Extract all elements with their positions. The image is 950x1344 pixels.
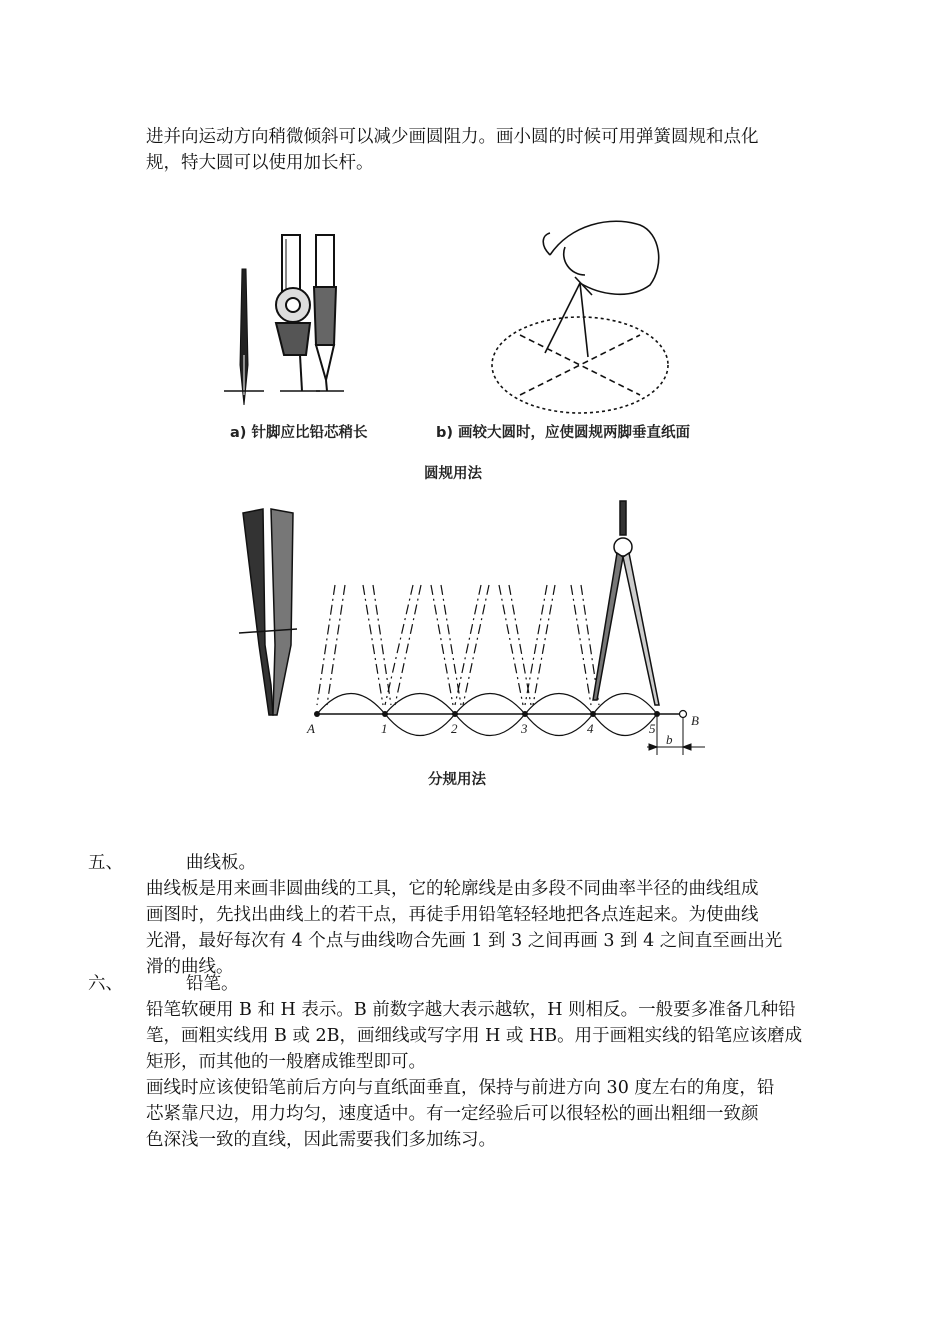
point-label-a: A xyxy=(307,721,315,736)
point-label-b-upper: B xyxy=(691,713,699,728)
compass-figure xyxy=(220,205,720,445)
point-label-3: 3 xyxy=(521,721,528,736)
intro-line-2: 规，特大圆可以使用加长杆。 xyxy=(146,153,374,173)
pencil-leg-icon xyxy=(314,235,344,391)
dimension-label-b: b xyxy=(666,732,673,747)
section6-line-4: 画线时应该使铅笔前后方向与直纸面垂直，保持与前进方向 30 度左右的角度，铅 xyxy=(146,1078,775,1098)
divider-icon xyxy=(593,501,659,705)
divider-figure-title: 分规用法 xyxy=(428,772,486,788)
point-label-2: 2 xyxy=(451,721,458,736)
section6-title: 铅笔。 xyxy=(186,974,239,994)
closed-divider-icon xyxy=(239,509,297,715)
compass-leg-icon xyxy=(276,235,320,391)
section6-number: 六、 xyxy=(88,974,123,994)
section6-line-6: 色深浅一致的直线，因此需要我们多加练习。 xyxy=(146,1130,496,1150)
divider-figure xyxy=(235,495,715,755)
compass-figure-title: 圆规用法 xyxy=(424,466,482,482)
section5-line-3: 光滑，最好每次有 4 个点与曲线吻合先画 1 到 3 之间再画 3 到 4 之间直至画出光 xyxy=(146,931,783,951)
caption-a: a) 针脚应比铅芯稍长 xyxy=(230,425,368,441)
section5-number: 五、 xyxy=(88,853,123,873)
point-label-1: 1 xyxy=(381,721,388,736)
intro-line-1: 进并向运动方向稍微倾斜可以减少画圆阻力。画小圆的时候可用弹簧圆规和点化 xyxy=(146,127,759,147)
point-label-4: 4 xyxy=(587,721,594,736)
section6-line-1: 铅笔软硬用 B 和 H 表示。B 前数字越大表示越软，H 则相反。一般要多准备几种铅 xyxy=(146,1000,796,1020)
hand-compass-icon xyxy=(492,221,668,413)
section6-line-5: 芯紧靠尺边，用力均匀，速度适中。有一定经验后可以很轻松的画出粗细一致颜 xyxy=(146,1104,759,1124)
section5-line-4: 滑的曲线。 xyxy=(146,957,234,977)
point-label-5: 5 xyxy=(649,721,656,736)
section5-line-2: 画图时，先找出曲线上的若干点，再徒手用铅笔轻轻地把各点连起来。为使曲线 xyxy=(146,905,759,925)
needle-icon xyxy=(224,269,264,405)
section6-line-3: 矩形，而其他的一般磨成锥型即可。 xyxy=(146,1052,426,1072)
section6-line-2: 笔，画粗实线用 B 或 2B，画细线或写字用 H 或 HB。用于画粗实线的铅笔应该磨成 xyxy=(146,1026,803,1046)
section5-line-1: 曲线板是用来画非圆曲线的工具，它的轮廓线是由多段不同曲率半径的曲线组成 xyxy=(146,879,759,899)
caption-b: b) 画较大圆时，应使圆规两脚垂直纸面 xyxy=(436,425,691,441)
section5-title: 曲线板。 xyxy=(186,853,256,873)
